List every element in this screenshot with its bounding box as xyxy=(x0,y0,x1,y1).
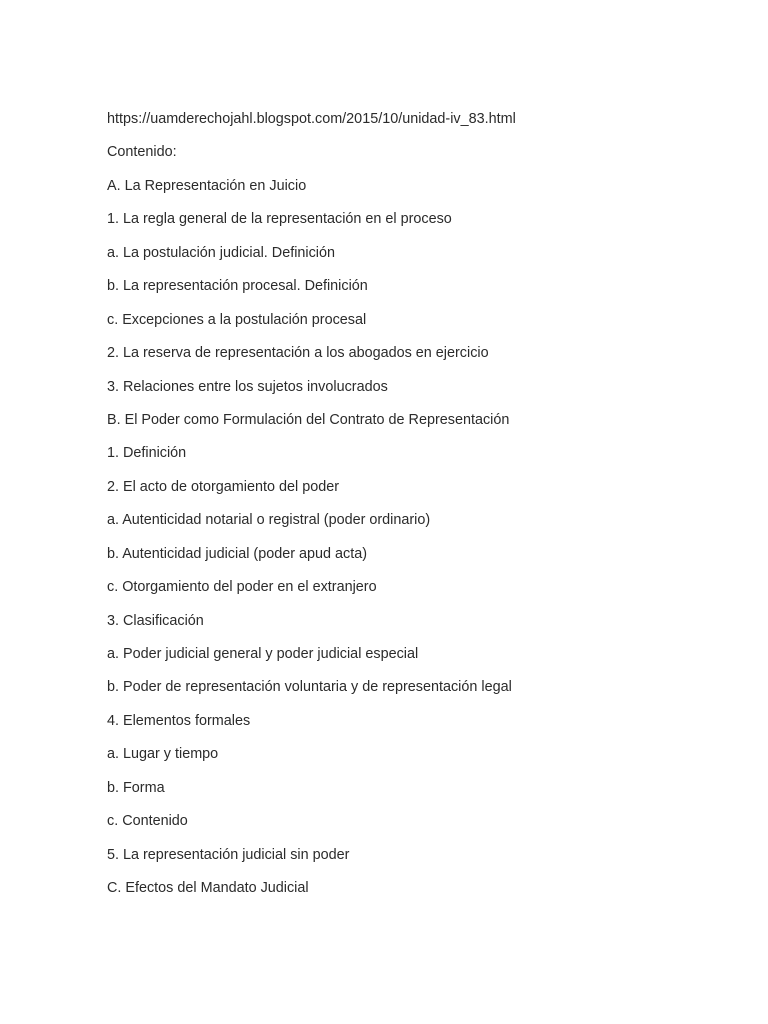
outline-item: c. Contenido xyxy=(107,813,188,830)
outline-item: 3. Clasificación xyxy=(107,612,204,629)
section-c-heading: C. Efectos del Mandato Judicial xyxy=(107,880,309,897)
outline-item: 3. Relaciones entre los sujetos involucrados xyxy=(107,378,388,395)
outline-item: c. Otorgamiento del poder en el extranjero xyxy=(107,579,377,596)
outline-item: 5. La representación judicial sin poder xyxy=(107,846,350,863)
document-content xyxy=(107,109,727,912)
outline-item: b. La representación procesal. Definición xyxy=(107,278,368,295)
source-url: https://uamderechojahl.blogspot.com/2015/10/unidad-iv_83.html xyxy=(107,111,516,127)
section-a-heading: A. La Representación en Juicio xyxy=(107,177,307,194)
outline-item: c. Excepciones a la postulación procesal xyxy=(107,311,367,328)
outline-item: 1. Definición xyxy=(107,445,187,462)
outline-item: 2. El acto de otorgamiento del poder xyxy=(107,478,339,495)
outline-item: a. Poder judicial general y poder judicial especial xyxy=(107,646,419,662)
outline-item: b. Poder de representación voluntaria y de representación legal xyxy=(107,679,512,696)
outline-item: a. Lugar y tiempo xyxy=(107,746,219,763)
outline-item: 1. La regla general de la representación en el proceso xyxy=(107,211,452,228)
outline-item: b. Forma xyxy=(107,779,165,796)
outline-item: 2. La reserva de representación a los abogados en ejercicio xyxy=(107,345,489,362)
section-b-heading: B. El Poder como Formulación del Contrato de Representación xyxy=(107,411,510,428)
contents-heading: Contenido: xyxy=(107,144,177,161)
outline-item: a. Autenticidad notarial o registral (poder ordinario) xyxy=(107,512,431,529)
outline-item: 4. Elementos formales xyxy=(107,712,251,729)
outline-item: a. La postulación judicial. Definición xyxy=(107,244,335,261)
outline-item: b. Autenticidad judicial (poder apud acta) xyxy=(107,545,368,562)
